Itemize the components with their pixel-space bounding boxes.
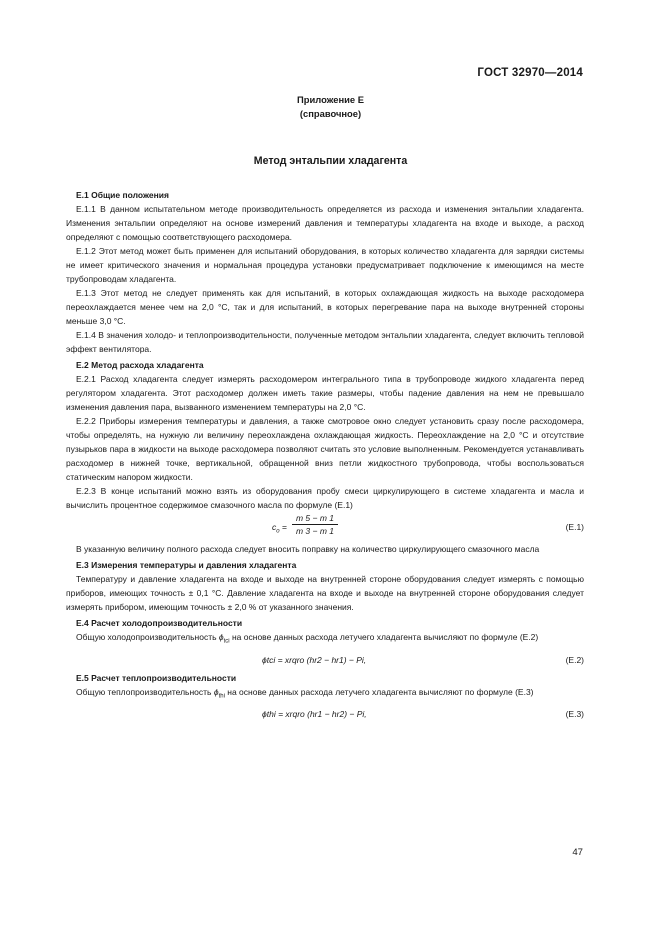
section-heading-e2: Е.2 Метод расхода хладагента [76,360,204,370]
paragraph-e2-1: Е.2.1 Расход хладагента следует измерять расходомером интегрального типа в трубопроводе жидкого хладагента перед регулятором хладагента. Этот расходомер должен иметь такие размеры, чтобы падение давления на нем не превышало изменения давления пара, вызванного изменением температуры на 2,0 °С. [66,374,584,412]
paragraph-e2-3: Е.2.3 В конце испытаний можно взять из оборудования пробу смеси циркулирующего в системе хладагента и масла и вычислить процентное содержимое смазочного масла по формуле (Е.1) [66,486,584,510]
formula-e3 [66,707,584,723]
paragraph-e1-2: Е.1.2 Этот метод может быть применен для испытаний оборудования, в которых количество хладагента для зарядки системы не имеет критического значения и нормальная процедура установки предусматривает подключение к имеющимся на месте трубопроводам хладагента. [66,246,584,284]
paragraph-e1-4: Е.1.4 В значения холодо- и теплопроизводительности, полученные методом энтальпии хладагента, следует включить тепловой эффект вентилятора. [66,330,584,354]
formula-e1-denominator: m 3 − m 1 [295,526,335,536]
formula-e1 [66,512,584,542]
formula-e2 [66,653,584,669]
appendix-label: Приложение Е [297,94,364,105]
section-heading-e5: Е.5 Расчет теплопроизводительности [76,672,237,683]
section-heading-e4: Е.4 Расчет холодопроизводительности [76,618,243,628]
page-number: 47 [572,847,583,858]
formula-e2-number: (Е.2) [565,654,584,665]
formula-e1-numerator: m 5 − m 1 [292,512,338,525]
document-body [66,186,584,723]
formula-e1-lhs: $c_o$ = [272,522,287,535]
paragraph-e1-3: Е.1.3 Этот метод не следует применять как для испытаний, в которых охлаждающая жидкость на выходе расходомера переохлаждается менее чем на 2,0 °С, так и для испытаний, в которых перегревание пара на выходе внутренней стороны меньше 3,0 °С. [66,288,584,326]
paragraph-e3-1: Температуру и давление хладагента на входе и выходе на внутренней стороне оборудования следует измерять с помощью приборов, имеющих точность ± 0,1 °С. Давление хладагента на входе и выходе на внутренней стороне оборудования следует измерять прибором, имеющим точность ± 2,0 % от указанного значения. [66,574,584,612]
standard-number: ГОСТ 32970—2014 [477,67,583,79]
formula-e2-expr: ϕtci = xrqro (hr2 − hr1) − Pi, [262,654,367,665]
section-heading-e3: Е.3 Измерения температуры и давления хладагента [76,560,297,570]
formula-e3-expr: ϕthi = xrqro (hr1 − hr2) − Pi, [262,709,367,720]
paragraph-e1-1: Е.1.1 В данном испытательном методе производительность определяется из расхода и изменения энтальпии хладагента. Изменения энтальпии определяют на основе измерений давления и температуры хладагента на входе и выходе, а расход определяют с помощью соответствующего расходомера. [66,204,584,242]
page-title: Метод энтальпии хладагента [253,155,408,167]
paragraph-e2-4: В указанную величину полного расхода следует вносить поправку на количество циркулирующего смазочного масла [76,544,540,554]
formula-e1-number: (Е.1) [565,522,584,532]
formula-e1-fraction [292,512,338,537]
formula-e3-number: (Е.3) [565,709,584,720]
section-heading-e1: Е.1 Общие положения [76,190,169,200]
appendix-note: (справочное) [299,108,362,119]
paragraph-e4-1: Общую холодопроизводительность $\phi_{tci}$ на основе данных расхода летучего хладагента вычисляют по формуле (Е.2) [76,632,539,645]
paragraph-e2-2: Е.2.2 Приборы измерения температуры и давления, а также смотровое окно следует установить сразу после расходомера, чтобы определять, на нужную ли величину переохлаждена охлаждающая жидкость. Переохлаждение на 2,0 °С и отсутствие пузырьков пара в жидкости на выходе расходомера позволяют считать это условие выполненным. Рекомендуется устанавливать расходомер в нижней точке, вертикальной, обращенной вниз петли жидкостного трубопровода, чтобы воспользоваться статическим напором жидкости. [66,416,584,482]
paragraph-e5-1: Общую теплопроизводительность $\phi_{thi}$ на основе данных расхода летучего хладагента вычисляют по формуле (Е.3) [76,686,534,700]
